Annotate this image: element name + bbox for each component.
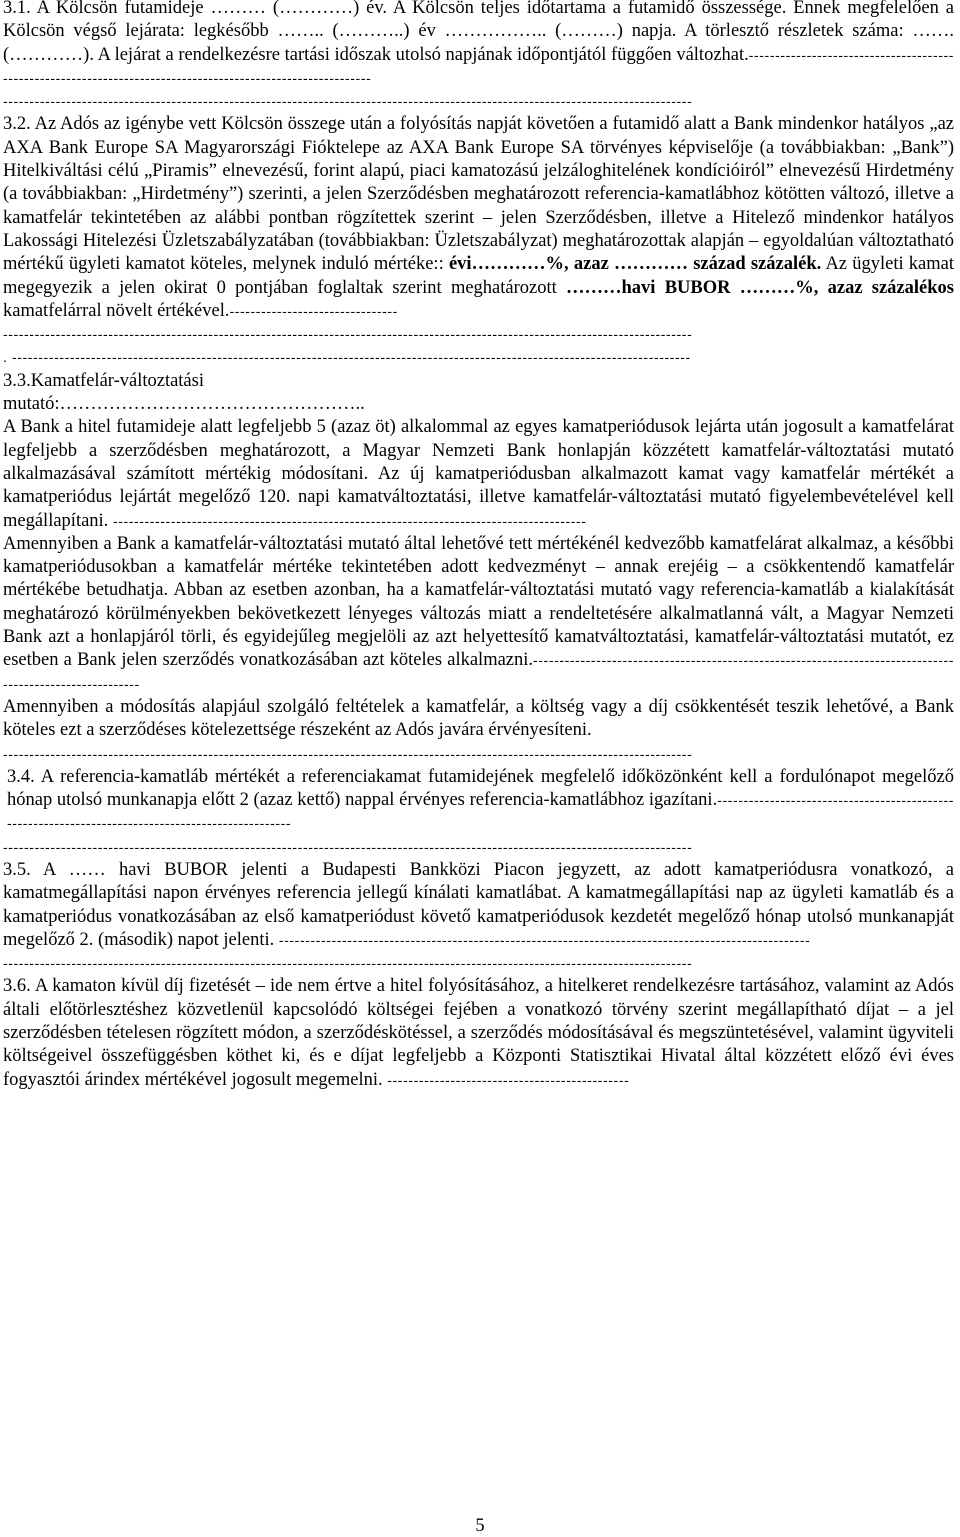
dash-filler-line: -----------------------------------------------------------------------------------------------------------------------------------: [3, 326, 693, 343]
section-3-3-label: mutató:…………………………………………..: [3, 394, 365, 415]
dash-filler: ----------------------------------------------: [387, 1071, 630, 1088]
section-3-6-text: 3.6. A kamaton kívül díj fizetését – ide nem értve a hitel folyósításához, a hitelkeret rendelkezésre tartásához, valamint az Adós általi előtörlesztéshez közvetlenül kapcsolódó költségei fejében a vonatkozó törvény szerint megállapítható díjat – a jel szerződésben tételesen rögzített módon, a szerződéskötéssel, a szerződés módosításával és megszüntetésével, valamint ügyviteli költségeivel összefüggésben köthet ki, és e díjat legfeljebb a Központi Statisztikai Hivatal által közzétett előző évi éves fogyasztói árindex mértékével jogosult megemelni.: [3, 976, 954, 1090]
page-number: 5: [475, 1516, 485, 1536]
dash-filler-line: -----------------------------------------------------------------------------------------------------------------------------------: [3, 745, 693, 762]
section-3-3-para-2-text: Amennyiben a Bank a kamatfelár-változtatási mutató által lehetővé tett mértékénél kedvezőbb kamatfelárat alkalmaz, a későbbi kamatperiódusokban a kamatfelár mértéke tekintetében adott kedvezményt – annak erejéig – a csökkentendő kamatfelár mértékébe betudhatja. Abban az esetben azonban, ha a kamatfelár-változtatási mutató vagy referencia-kamatláb a kialakítását meghatározó körülményekben bekövetkezett lényeges változás miatt a rendeltetésére alkalmatlanná vált, a Magyar Nemzeti Bank azt a honlapjáról törli, és egyidejűleg megjelöli az azt helyettesítő kamatváltoztatási, kamatfelár-változtatási mutatót, ez esetben a Bank jelen szerződés vonatkozásában azt köteles alkalmazni.: [3, 533, 954, 671]
section-3-3-para-1: [3, 416, 954, 532]
section-3-6: [3, 975, 954, 1091]
dash-filler-line: -----------------------------------------------------------------------------------------------------------------------------------: [3, 93, 693, 110]
section-3-3-para-2: [3, 533, 954, 696]
dash-filler: --------------------------------: [229, 302, 398, 319]
dash-filler: -------------------------------------------------------------------------------------------------------------: [3, 46, 954, 86]
section-3-2-text-c: kamatfelárral növelt értékével.: [3, 300, 230, 321]
interest-rate-bold: évi…………%, azaz ………… század százalék.: [448, 254, 822, 275]
section-3-5: [3, 859, 954, 952]
dash-filler-line: -----------------------------------------------------------------------------------------------------------------------------------: [3, 838, 693, 855]
section-3-3-heading: 3.3.Kamatfelár-változtatási: [3, 370, 204, 391]
section-3-1: [3, 0, 954, 90]
dash-filler-line: . ---------------------------------------------------------------------------------------------------------------------------------: [3, 349, 691, 366]
section-3-3-para-3: Amennyiben a módosítás alapjául szolgáló feltételek a kamatfelár, a költség vagy a díj csökkentését teszik lehetővé, a Bank köteles ezt a szerződéses kötelezettsége részeként az Adós javára érvényesíteni.: [3, 696, 954, 741]
section-3-2-text-b: Az ügyleti kamat megegyezik a jelen okirat 0 pontjában foglaltak szerint meghatározott: [3, 254, 955, 298]
section-3-2: [3, 113, 954, 323]
dash-filler: ------------------------------------------------------------------------------------------: [112, 512, 587, 529]
section-3-4-text: 3.4. A referencia-kamatláb mértékét a referenciakamat futamidejének megfelelő időközönként kell a fordulónapot megelőző hónap utolsó munkanapja előtt 2 (azaz kettő) nappal érvényes referencia-kamatlábhoz igazítani.: [7, 766, 954, 811]
section-3-4: [3, 766, 954, 836]
section-3-3-para-1-text: A Bank a hitel futamideje alatt legfeljebb 5 (azaz öt) alkalommal az egyes kamatperiódusok lejárta után jogosult a kamatfelárat legfeljebb a szerződésben meghatározott, a Magyar Nemzeti Bank honlapján közzétett kamatfelár-változtatási mutató alkalmazásával számított mértékig módosítani. Az új kamatperiódusban alkalmazott kamat vagy kamatfelár mértékét a kamatperiódus lejártát megelőző 120. napi kamatváltoztatási, illetve kamatfelár-változtatási mutató figyelembevételével kell megállapítani.: [3, 417, 954, 531]
dash-filler: -----------------------------------------------------------------------------------------------------: [278, 931, 811, 948]
bubor-bold: ………havi BUBOR ………%, azaz százalékos: [566, 277, 954, 298]
dash-filler: ---------------------------------------------------------------------------------------------------: [7, 792, 954, 832]
dash-filler: ----------------------------------------------------------------------------------------------------------: [3, 652, 954, 692]
section-3-2-text: 3.2. Az Adós az igénybe vett Kölcsön összege után a folyósítás napját követően a futamidő alatt a Bank mindenkor hatályos „az AXA Bank Europe SA Magyarországi Fióktelepe az AXA Bank Europe SA törvényes képviselője (a továbbiakban: „Bank”) Hitelkiváltási célú „Piramis” elnevezésű, forint alapú, piaci kamatozású jelzáloghitelének kondícióiról” elnevezésű Hirdetmény (a továbbiakban: „Hirdetmény”) szerinti, a jelen Szerződésben meghatározott referencia-kamatlábhoz kötötten változó, illetve a kamatfelár tekintetében az alábbi pontban rögzítettek szerint – jelen Szerződésben, illetve a Hitelező mindenkor hatályos Lakossági Hitelezési Üzletszabályzatában (továbbiakban: Üzletszabályzat) meghatározottak alapján – egyoldalúan változtatható mértékű ügyleti kamatot köteles, melynek induló mértéke::: [3, 114, 954, 275]
section-3-1-text: 3.1. A Kölcsön futamideje ……… (…………) év. A Kölcsön teljes időtartama a futamidő összessége. Ennek megfelelően a Kölcsön végső lejárata: legkésőbb …….. (………..) év …………….. (………) napja. A törlesztő részletek száma: ……. (…………). A lejárat a rendelkezésre tartási időszak utolsó napjának időpontjától függően változhat.: [3, 0, 954, 65]
dash-filler-line: -----------------------------------------------------------------------------------------------------------------------------------: [3, 955, 693, 972]
section-3-5-text: 3.5. A …… havi BUBOR jelenti a Budapesti Bankközi Piacon jegyzett, az adott kamatperiódusra vonatkozó, a kamatmegállapítási napon érvényes referencia jellegű kínálati kamatlábat. A kamatmegállapítási nap az ügyleti kamatláb és a kamatperiódus vonatkozásában az első kamatperiódust követő kamatperiódusok kezdetét megelőző hónap utolsó munkanapját megelőző 2. (második) napot jelenti.: [3, 859, 954, 950]
document-page: [3, 0, 954, 1092]
